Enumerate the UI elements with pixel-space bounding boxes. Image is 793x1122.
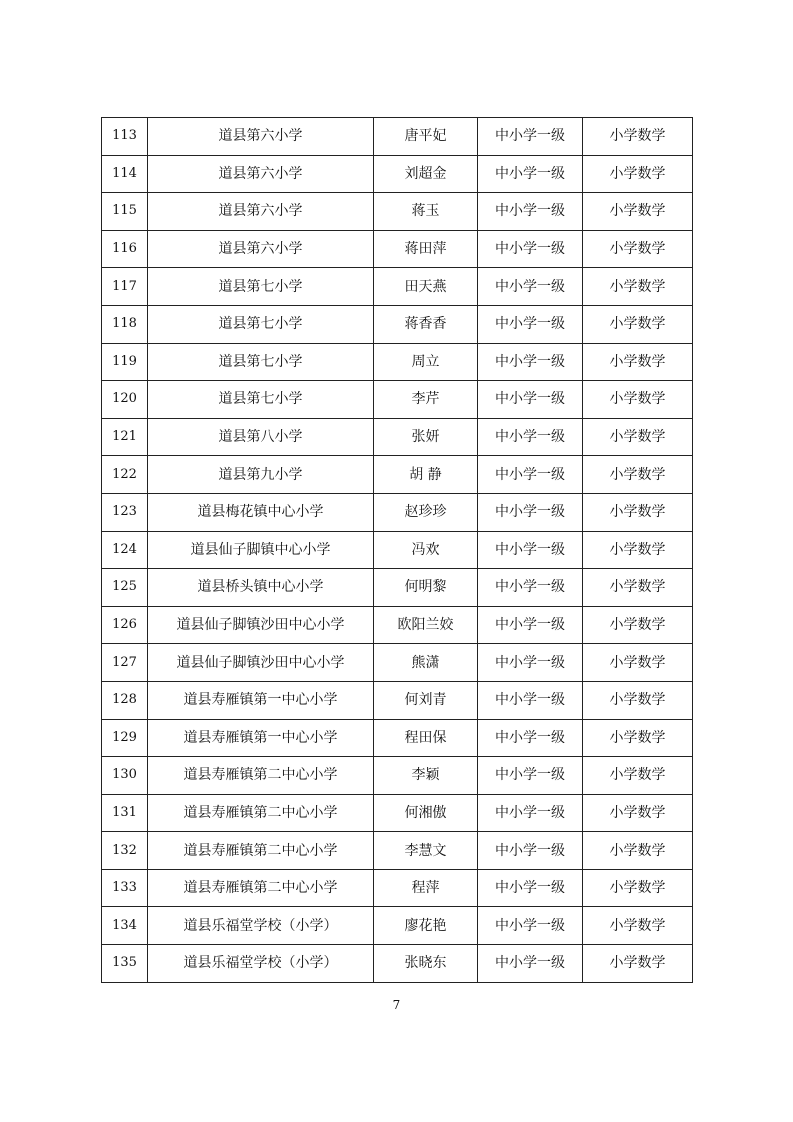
school-cell: 道县寿雁镇第二中心小学 <box>148 832 374 870</box>
school-cell: 道县第六小学 <box>148 230 374 268</box>
row-number-cell: 135 <box>102 945 148 983</box>
professional-title-cell: 中小学一级 <box>478 230 583 268</box>
professional-title-cell: 中小学一级 <box>478 907 583 945</box>
teacher-name-cell: 周立 <box>374 343 478 381</box>
school-cell: 道县第七小学 <box>148 343 374 381</box>
subject-cell: 小学数学 <box>583 832 693 870</box>
professional-title-cell: 中小学一级 <box>478 193 583 231</box>
subject-cell: 小学数学 <box>583 305 693 343</box>
teacher-name-cell: 廖花艳 <box>374 907 478 945</box>
table-row <box>102 418 693 456</box>
table-row <box>102 681 693 719</box>
teacher-name-cell: 何明黎 <box>374 569 478 607</box>
teacher-name-cell: 冯欢 <box>374 531 478 569</box>
teacher-name-cell: 何刘青 <box>374 681 478 719</box>
row-number-cell: 123 <box>102 493 148 531</box>
subject-cell: 小学数学 <box>583 268 693 306</box>
table-row <box>102 305 693 343</box>
subject-cell: 小学数学 <box>583 945 693 983</box>
table-row <box>102 606 693 644</box>
subject-cell: 小学数学 <box>583 118 693 156</box>
teacher-name-cell: 张妍 <box>374 418 478 456</box>
table-row <box>102 869 693 907</box>
professional-title-cell: 中小学一级 <box>478 493 583 531</box>
subject-cell: 小学数学 <box>583 343 693 381</box>
table-row <box>102 644 693 682</box>
subject-cell: 小学数学 <box>583 230 693 268</box>
professional-title-cell: 中小学一级 <box>478 869 583 907</box>
professional-title-cell: 中小学一级 <box>478 757 583 795</box>
table-row <box>102 945 693 983</box>
teacher-name-cell: 程田保 <box>374 719 478 757</box>
teacher-name-cell: 蒋玉 <box>374 193 478 231</box>
teacher-name-cell: 蒋香香 <box>374 305 478 343</box>
teacher-name-cell: 欧阳兰姣 <box>374 606 478 644</box>
subject-cell: 小学数学 <box>583 193 693 231</box>
roster-table <box>101 117 693 983</box>
subject-cell: 小学数学 <box>583 794 693 832</box>
subject-cell: 小学数学 <box>583 681 693 719</box>
table-row <box>102 155 693 193</box>
professional-title-cell: 中小学一级 <box>478 343 583 381</box>
teacher-name-cell: 熊潇 <box>374 644 478 682</box>
subject-cell: 小学数学 <box>583 381 693 419</box>
school-cell: 道县寿雁镇第二中心小学 <box>148 869 374 907</box>
professional-title-cell: 中小学一级 <box>478 681 583 719</box>
row-number-cell: 121 <box>102 418 148 456</box>
school-cell: 道县梅花镇中心小学 <box>148 493 374 531</box>
subject-cell: 小学数学 <box>583 644 693 682</box>
row-number-cell: 131 <box>102 794 148 832</box>
teacher-name-cell: 李芹 <box>374 381 478 419</box>
subject-cell: 小学数学 <box>583 757 693 795</box>
professional-title-cell: 中小学一级 <box>478 832 583 870</box>
table-row <box>102 230 693 268</box>
school-cell: 道县乐福堂学校（小学） <box>148 907 374 945</box>
school-cell: 道县乐福堂学校（小学） <box>148 945 374 983</box>
teacher-name-cell: 何湘傲 <box>374 794 478 832</box>
table-row <box>102 757 693 795</box>
table-row <box>102 118 693 156</box>
table-row <box>102 832 693 870</box>
table-row <box>102 569 693 607</box>
roster-table-body <box>102 118 693 983</box>
row-number-cell: 124 <box>102 531 148 569</box>
row-number-cell: 130 <box>102 757 148 795</box>
school-cell: 道县第六小学 <box>148 193 374 231</box>
school-cell: 道县第八小学 <box>148 418 374 456</box>
school-cell: 道县第六小学 <box>148 155 374 193</box>
school-cell: 道县第七小学 <box>148 305 374 343</box>
teacher-name-cell: 蒋田萍 <box>374 230 478 268</box>
teacher-name-cell: 程萍 <box>374 869 478 907</box>
professional-title-cell: 中小学一级 <box>478 531 583 569</box>
row-number-cell: 126 <box>102 606 148 644</box>
row-number-cell: 115 <box>102 193 148 231</box>
school-cell: 道县寿雁镇第二中心小学 <box>148 757 374 795</box>
table-row <box>102 907 693 945</box>
table-row <box>102 343 693 381</box>
professional-title-cell: 中小学一级 <box>478 794 583 832</box>
row-number-cell: 128 <box>102 681 148 719</box>
subject-cell: 小学数学 <box>583 493 693 531</box>
professional-title-cell: 中小学一级 <box>478 268 583 306</box>
row-number-cell: 116 <box>102 230 148 268</box>
professional-title-cell: 中小学一级 <box>478 644 583 682</box>
row-number-cell: 127 <box>102 644 148 682</box>
professional-title-cell: 中小学一级 <box>478 118 583 156</box>
subject-cell: 小学数学 <box>583 719 693 757</box>
row-number-cell: 132 <box>102 832 148 870</box>
row-number-cell: 117 <box>102 268 148 306</box>
school-cell: 道县仙子脚镇沙田中心小学 <box>148 606 374 644</box>
table-row <box>102 531 693 569</box>
table-row <box>102 381 693 419</box>
page-number: 7 <box>392 998 401 1012</box>
school-cell: 道县寿雁镇第一中心小学 <box>148 681 374 719</box>
school-cell: 道县仙子脚镇中心小学 <box>148 531 374 569</box>
teacher-name-cell: 张晓东 <box>374 945 478 983</box>
school-cell: 道县第六小学 <box>148 118 374 156</box>
professional-title-cell: 中小学一级 <box>478 719 583 757</box>
school-cell: 道县寿雁镇第二中心小学 <box>148 794 374 832</box>
professional-title-cell: 中小学一级 <box>478 456 583 494</box>
professional-title-cell: 中小学一级 <box>478 606 583 644</box>
table-row <box>102 193 693 231</box>
subject-cell: 小学数学 <box>583 907 693 945</box>
row-number-cell: 122 <box>102 456 148 494</box>
professional-title-cell: 中小学一级 <box>478 381 583 419</box>
row-number-cell: 119 <box>102 343 148 381</box>
row-number-cell: 114 <box>102 155 148 193</box>
subject-cell: 小学数学 <box>583 606 693 644</box>
teacher-name-cell: 赵珍珍 <box>374 493 478 531</box>
subject-cell: 小学数学 <box>583 155 693 193</box>
table-row <box>102 268 693 306</box>
row-number-cell: 134 <box>102 907 148 945</box>
table-row <box>102 493 693 531</box>
professional-title-cell: 中小学一级 <box>478 945 583 983</box>
teacher-name-cell: 刘超金 <box>374 155 478 193</box>
school-cell: 道县仙子脚镇沙田中心小学 <box>148 644 374 682</box>
subject-cell: 小学数学 <box>583 569 693 607</box>
school-cell: 道县第七小学 <box>148 268 374 306</box>
table-row <box>102 794 693 832</box>
teacher-name-cell: 胡 静 <box>374 456 478 494</box>
row-number-cell: 120 <box>102 381 148 419</box>
row-number-cell: 118 <box>102 305 148 343</box>
professional-title-cell: 中小学一级 <box>478 418 583 456</box>
school-cell: 道县第九小学 <box>148 456 374 494</box>
teacher-name-cell: 李慧文 <box>374 832 478 870</box>
teacher-name-cell: 李颖 <box>374 757 478 795</box>
teacher-name-cell: 唐平妃 <box>374 118 478 156</box>
professional-title-cell: 中小学一级 <box>478 305 583 343</box>
professional-title-cell: 中小学一级 <box>478 569 583 607</box>
subject-cell: 小学数学 <box>583 418 693 456</box>
subject-cell: 小学数学 <box>583 456 693 494</box>
teacher-name-cell: 田天燕 <box>374 268 478 306</box>
table-row <box>102 456 693 494</box>
subject-cell: 小学数学 <box>583 869 693 907</box>
row-number-cell: 129 <box>102 719 148 757</box>
school-cell: 道县第七小学 <box>148 381 374 419</box>
subject-cell: 小学数学 <box>583 531 693 569</box>
row-number-cell: 113 <box>102 118 148 156</box>
professional-title-cell: 中小学一级 <box>478 155 583 193</box>
row-number-cell: 125 <box>102 569 148 607</box>
school-cell: 道县寿雁镇第一中心小学 <box>148 719 374 757</box>
school-cell: 道县桥头镇中心小学 <box>148 569 374 607</box>
table-row <box>102 719 693 757</box>
row-number-cell: 133 <box>102 869 148 907</box>
